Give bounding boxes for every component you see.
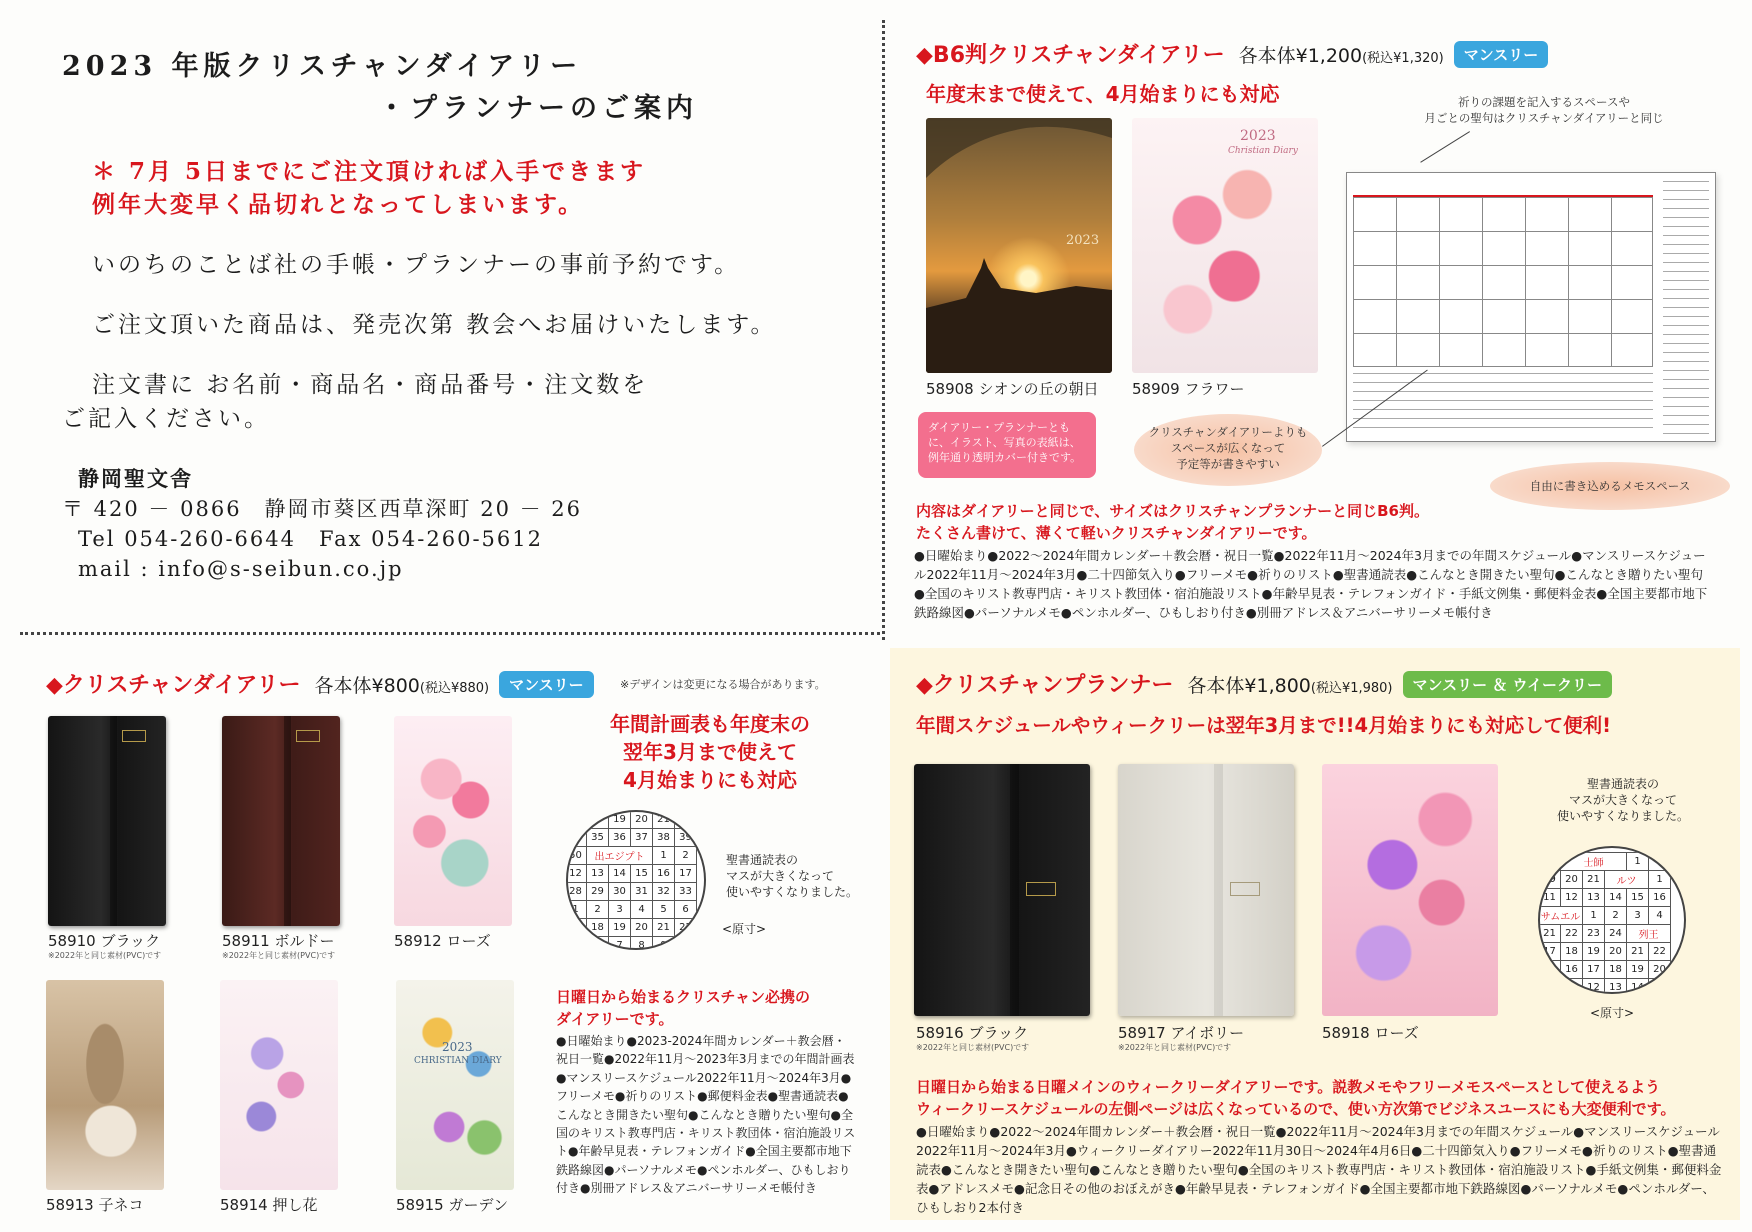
diary-reading-table: 19 20 21 22 34 35 36 37 38 39 50 出エジプト 1 2 12 13 14 15 16 17 28 29 30 31 32 33 1 2 3 4 5 6 17 18 19 20 21 22 5 6 7 8 9 10	[566, 810, 706, 950]
planner-cover-black	[914, 764, 1090, 1016]
b6-subtitle: 年度末まで使えて、4月始まりにも対応	[926, 82, 1280, 106]
diary-item-58915: 58915 ガーデン	[396, 1196, 509, 1214]
b6-calendar-sample	[1346, 172, 1716, 442]
diary-cover-rose	[394, 716, 512, 926]
b6-item-58909: 58909 フラワー	[1132, 380, 1245, 398]
shop-mail[interactable]: mail : info@s-seibun.co.jp	[78, 557, 404, 581]
sellout-notice: 例年大変早く品切れとなってしまいます。	[92, 191, 585, 218]
garden-cover-title: CHRISTIAN DIARY	[414, 1056, 502, 1066]
diary-item-58912: 58912 ローズ	[394, 932, 491, 950]
b6-cover-year: 2023	[1066, 233, 1100, 248]
diary-item-58911: 58911 ボルドー	[222, 932, 335, 950]
diary-feature: 年間計画表も年度末の 翌年3月まで使えて 4月始まりにも対応	[610, 712, 810, 792]
b6-item-58908: 58908 シオンの丘の朝日	[926, 380, 1099, 398]
planner-reading-table: 24 士師 1 19 20 21 ルツ 1 11 12 13 14 15 16 サムエル 1 2 3 4 21 22 23 24 列王 17 18 19 20 21 22 15 16 17 18 19 20 10 11 12 13 14	[1538, 846, 1686, 994]
diary-price: 各本体¥800(税込¥880)	[314, 675, 490, 697]
planner-cover-ivory	[1118, 764, 1294, 1016]
b6-callout-memo: 自由に書き込めるメモスペース	[1490, 462, 1730, 510]
planner-subtitle: 年間スケジュールやウィークリーは翌年3月まで!!4月始まりにも対応して便利!	[916, 714, 1611, 737]
diary-heading	[46, 668, 594, 699]
diary-cover-black	[48, 716, 166, 926]
intro-paragraph-1: いのちのことば社の手帳・プランナーの事前予約です。	[92, 252, 741, 278]
diary-item-58910: 58910 ブラック	[48, 932, 161, 950]
shop-tel-fax: Tel 054-260-6644 Fax 054-260-5612	[78, 527, 543, 551]
b6-callout-line-1	[1420, 131, 1470, 163]
diary-description: ●日曜始まり●2023-2024年間カレンダー＋教会暦・祝日一覧●2022年11月～2023年3月までの年間計画表●マンスリースケジュール2022年11月～2024年3月●フリーメモ●祈りのリスト●郵便料金表●聖書通読表●こんなとき開きたい聖句●こんなとき贈りたい聖句●全国のキリスト教専門店・キリスト教団体・宿泊施設リスト●年齢早見表・テレフォンガイド●全国主要都市地下鉄路線図●パーソナルメモ●ペンホルダー、ひもしおり付き●別冊アドレス＆アニバーサリーメモ帳付き	[556, 1034, 856, 1196]
diary-item-58911-note: ※2022年と同じ素材(PVC)です	[222, 951, 336, 960]
planner-lead-2: ウィークリースケジュールの左側ページは広くなっているので、使い方次第でビジネスユースにも大変便利です。	[916, 1100, 1676, 1118]
planner-price: 各本体¥1,800(税込¥1,980)	[1187, 675, 1393, 697]
b6-heading	[916, 38, 1548, 69]
diary-cover-kitten	[46, 980, 164, 1190]
diary-design-note: ※デザインは変更になる場合があります。	[620, 678, 826, 691]
emblem-icon	[1026, 882, 1056, 896]
planner-actual-size: <原寸>	[1590, 1006, 1635, 1020]
diary-title: ◆クリスチャンダイアリー	[46, 673, 301, 698]
emblem-icon	[122, 730, 146, 742]
horizontal-divider	[20, 632, 880, 635]
page-title-line1: 2023 年版クリスチャンダイアリー	[62, 51, 583, 82]
planner-item-58916: 58916 ブラック	[916, 1024, 1029, 1042]
calendar-header	[1353, 179, 1653, 197]
emblem-icon	[1230, 882, 1260, 896]
b6-tag-monthly: マンスリー	[1454, 41, 1549, 68]
shop-name: 静岡聖文舎	[78, 466, 193, 491]
planner-description: ●日曜始まり●2022～2024年間カレンダー＋教会暦・祝日一覧●2022年11月～2024年3月までの年間スケジュール●マンスリースケジュール2022年11月～2024年3月●ウィークリーダイアリー2022年11月30日～2024年4月6日●二十四節気入り●フリーメモ●祈りのリスト●聖書通読表●こんなとき開きたい聖句●こんなとき贈りたい聖句●全国のキリスト教専門店・キリスト教団体・宿泊施設リスト●手紙文例集・郵便料金表●アドレスメモ●記念日その他のおぼえがき●年齢早見表・テレフォンガイド●全国主要都市地下鉄路線図●パーソナルメモ●ペンホルダー、ひもしおり2本付き	[916, 1124, 1722, 1215]
planner-tag: マンスリー ＆ ウイークリー	[1403, 671, 1613, 698]
order-deadline-notice: ＊ 7月 5日までにご注文頂ければ入手できます	[92, 158, 647, 185]
intro-paragraph-2: ご注文頂いた商品は、発売次第 教会へお届けいたします。	[92, 312, 777, 338]
b6-lead-2: たくさん書けて、薄くて軽いクリスチャンダイアリーです。	[916, 524, 1317, 542]
diary-item-58914: 58914 押し花	[220, 1196, 318, 1214]
planner-lead-1: 日曜日から始まる日曜メインのウィークリーダイアリーです。説教メモやフリーメモスペースとして使えるよう	[916, 1078, 1661, 1096]
b6-title: ◆B6判クリスチャンダイアリー	[916, 43, 1225, 68]
planner-section	[890, 648, 1740, 1220]
calendar-grid	[1353, 197, 1653, 367]
b6-cover-year-2: 2023	[1240, 128, 1276, 144]
b6-callout-cover: ダイアリー・プランナーともに、イラスト、写真の表紙は、例年通り透明カバー付きです。	[918, 412, 1096, 478]
intro-section	[0, 0, 880, 630]
planner-cover-rose	[1322, 764, 1498, 1016]
vertical-divider	[882, 20, 885, 640]
diary-lead-2: ダイアリーです。	[556, 1010, 674, 1028]
b6-callout-prayer: 祈りの課題を記入するスペースや 月ごとの聖句はクリスチャンダイアリーと同じ	[1424, 95, 1664, 125]
garden-cover-year: 2023	[442, 1040, 473, 1054]
b6-cover-flower	[1132, 118, 1318, 373]
intro-paragraph-3b: ご記入ください。	[62, 406, 270, 432]
b6-description: ●日曜始まり●2022～2024年間カレンダー＋教会暦・祝日一覧●2022年11月～2024年3月までの年間スケジュール●マンスリースケジュール2022年11月～2024年3月●二十四節気入り●フリーメモ●祈りのリスト●聖書通読表●こんなとき開きたい聖句●こんなとき贈りたい聖句●全国のキリスト教専門店・キリスト教団体・宿泊施設リスト●年齢早見表・テレフォンガイド・手紙文例集・郵便料金表●全国主要都市地下鉄路線図●パーソナルメモ●ペンホルダー、ひもしおり付き●別冊アドレス＆アニバーサリーメモ帳付き	[914, 548, 1708, 620]
b6-lead-1: 内容はダイアリーと同じで、サイズはクリスチャンプランナーと同じB6判。	[916, 502, 1429, 520]
diary-tag-monthly: マンスリー	[499, 671, 594, 698]
planner-item-58917-note: ※2022年と同じ素材(PVC)です	[1118, 1043, 1232, 1052]
shop-address: 〒 420 － 0866 静岡市葵区西草深町 20 － 26	[62, 497, 583, 521]
diary-cover-bordeaux	[222, 716, 340, 926]
b6-cover-subtitle: Christian Diary	[1228, 146, 1298, 156]
planner-item-58917: 58917 アイボリー	[1118, 1024, 1245, 1042]
diary-lead-1: 日曜日から始まるクリスチャン必携の	[556, 988, 810, 1006]
calendar-lines	[1353, 373, 1653, 433]
planner-reading-note: 聖書通読表の マスが大きくなって 使いやすくなりました。	[1556, 777, 1689, 823]
diary-cover-pressed-flower	[220, 980, 338, 1190]
emblem-icon	[296, 730, 320, 742]
b6-price: 各本体¥1,200(税込¥1,320)	[1238, 45, 1444, 67]
intro-paragraph-3: 注文書に お名前・商品名・商品番号・注文数を	[92, 372, 649, 398]
planner-title: ◆クリスチャンプランナー	[916, 673, 1174, 698]
diary-actual-size: <原寸>	[722, 922, 767, 936]
diary-item-58913: 58913 子ネコ	[46, 1196, 144, 1214]
page-title-line2: ・プランナーのご案内	[378, 93, 698, 124]
calendar-side-memo	[1663, 181, 1709, 435]
planner-heading	[916, 668, 1612, 699]
diary-cover-garden	[396, 980, 514, 1190]
diary-item-58910-note: ※2022年と同じ素材(PVC)です	[48, 951, 162, 960]
planner-item-58916-note: ※2022年と同じ素材(PVC)です	[916, 1043, 1030, 1052]
b6-callout-space: クリスチャンダイアリーよりも スペースが広くなって 予定等が書きやすい	[1134, 414, 1322, 486]
b6-cover-sunrise	[926, 118, 1112, 373]
diary-reading-note: 聖書通読表の マスが大きくなって 使いやすくなりました。	[726, 853, 859, 899]
planner-item-58918: 58918 ローズ	[1322, 1024, 1419, 1042]
